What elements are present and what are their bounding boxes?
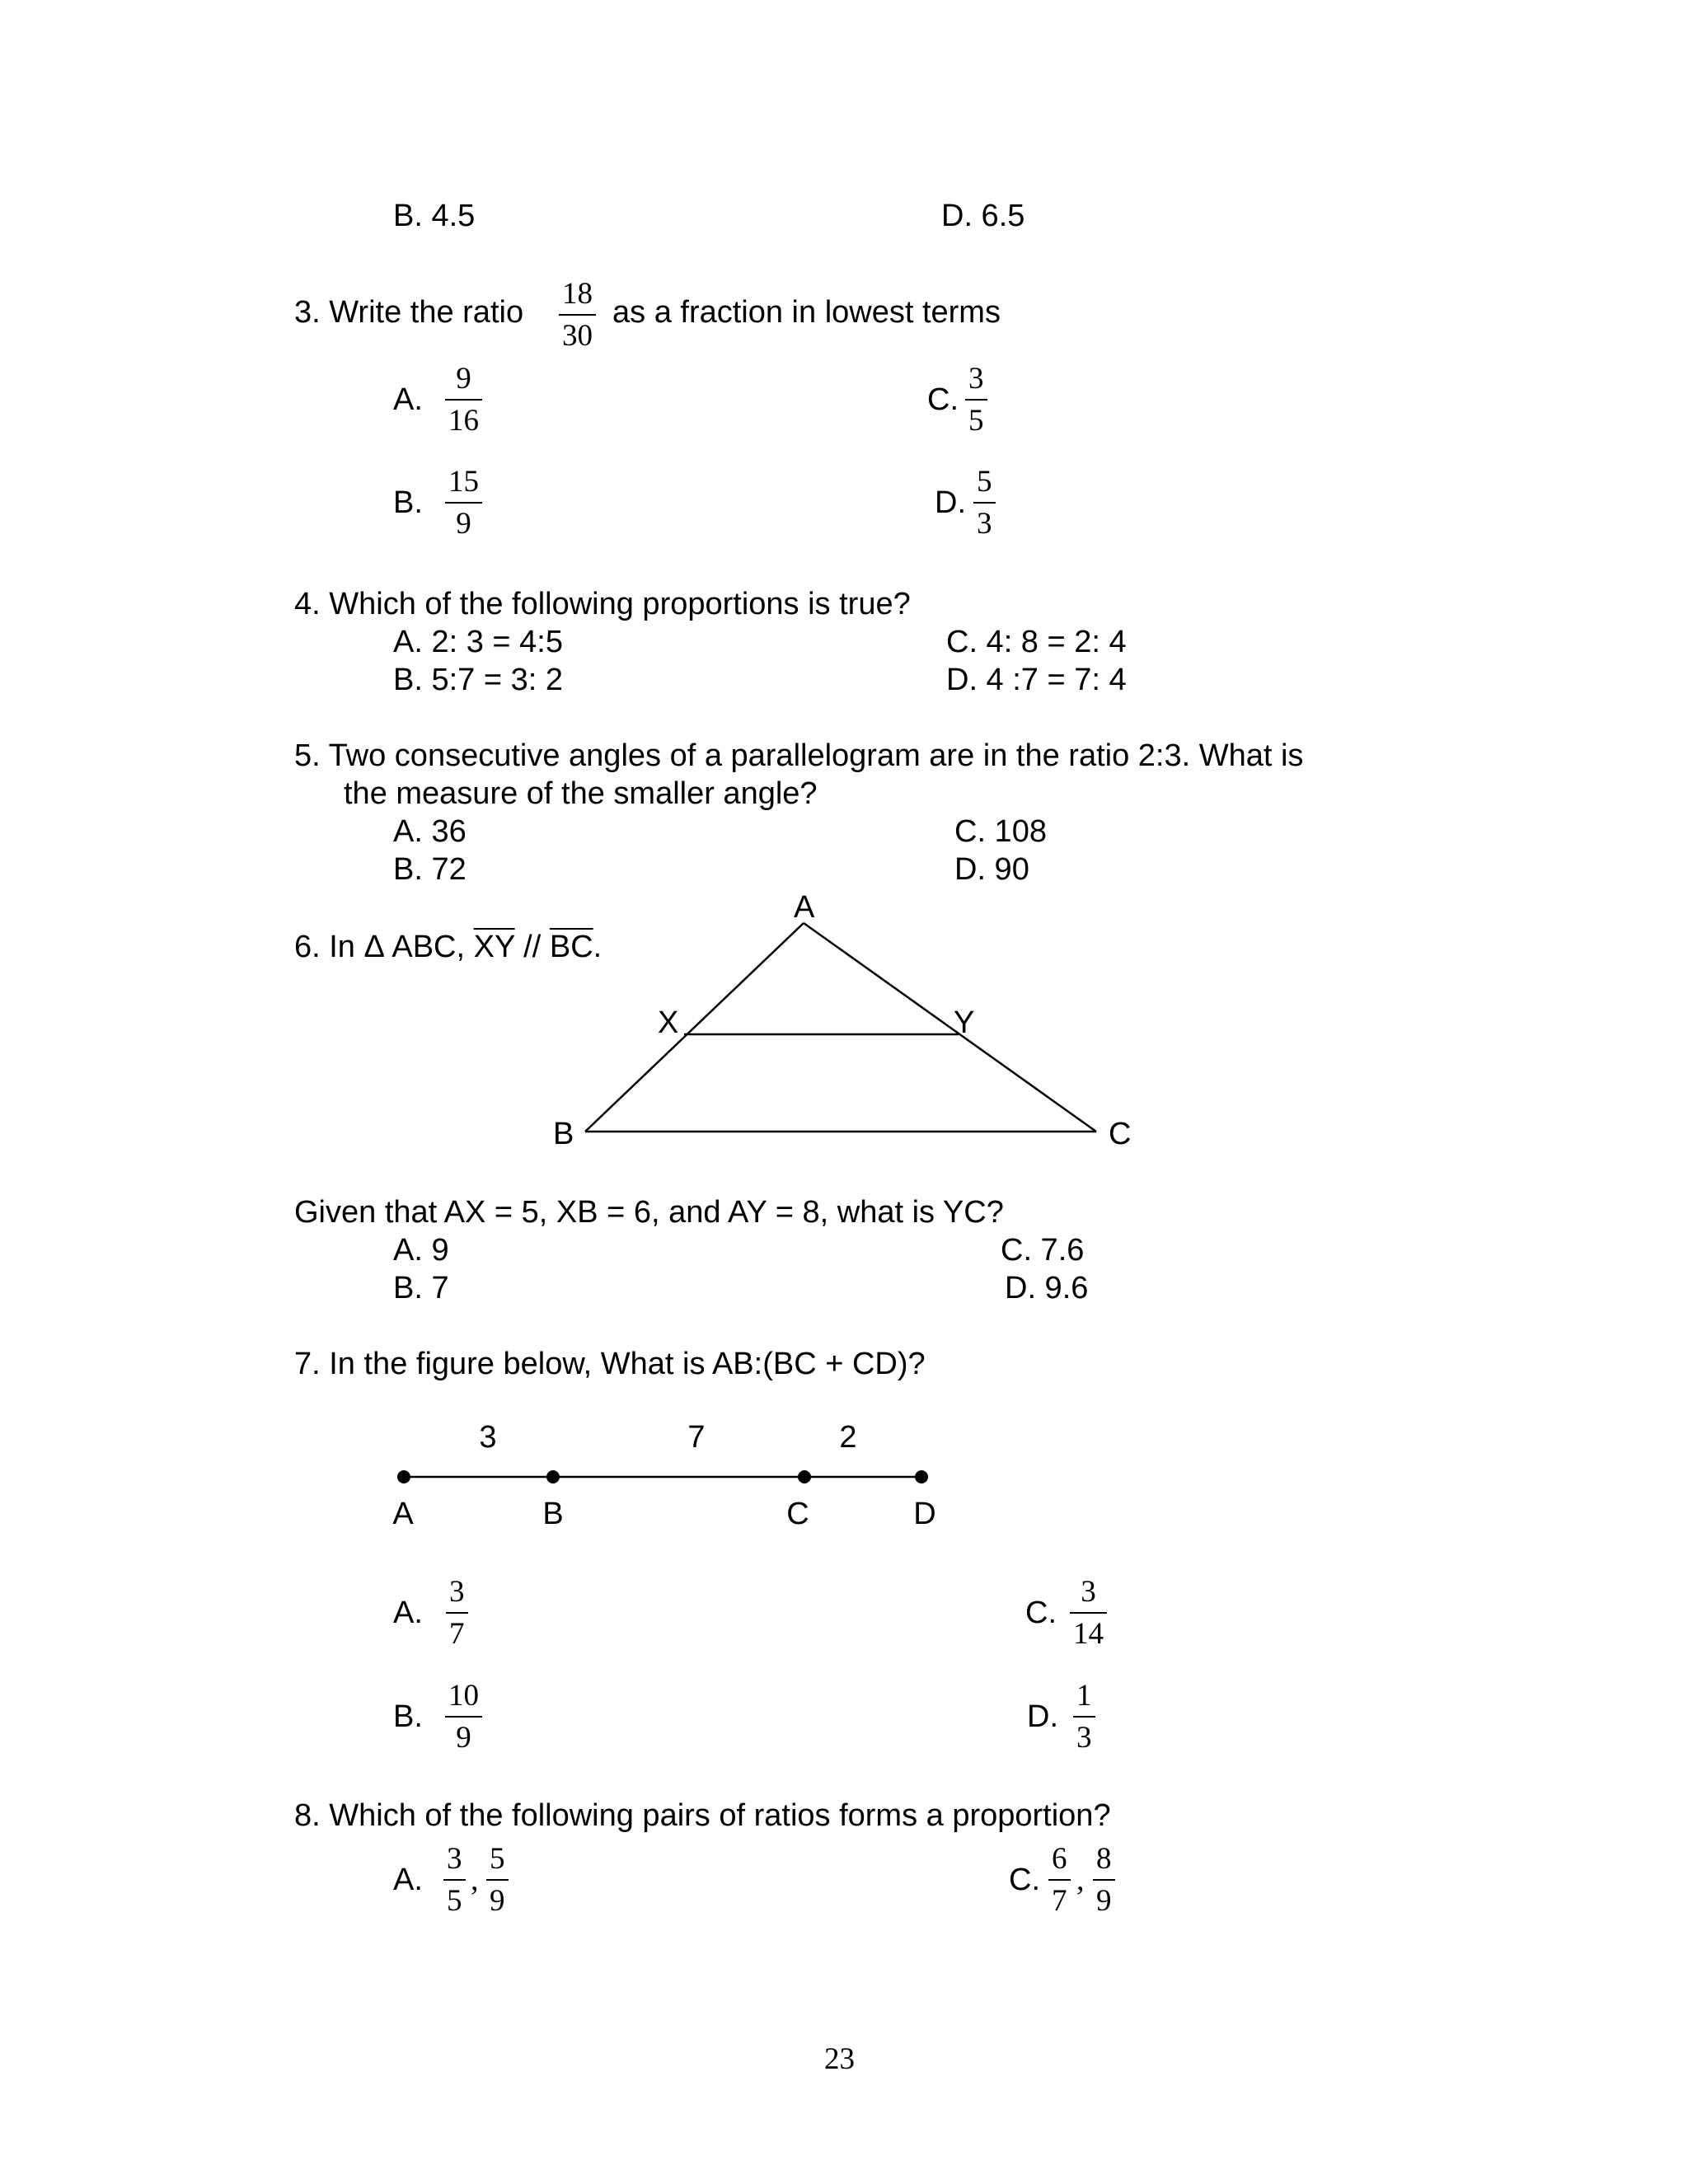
q8-option-c-fraction-2 [1093,1844,1115,1916]
q4-option-a: A. 2: 3 = 4:5 [393,625,563,659]
q2-option-b: B. 4.5 [393,199,476,233]
vertex-b-label: B [553,1117,574,1151]
q6-segment-xy: $\overline{XY}$ [473,930,515,964]
q3-ratio-denominator: 30 [559,314,596,351]
q5-option-c: C. 108 [954,814,1047,849]
length-bc-label: 7 [687,1420,706,1455]
q6-suffix: . [593,930,603,964]
q6-parallel-sign: // [514,930,550,964]
q8-option-c-denominator-1: 7 [1048,1879,1071,1916]
q7-option-d-denominator: 3 [1073,1716,1095,1753]
q3-option-c-label: C. [927,382,959,417]
q3-option-c-denominator: 5 [965,399,987,436]
q7-option-a-fraction [446,1577,468,1649]
q7-option-d-fraction [1073,1680,1095,1753]
q8-option-a-denominator-2: 9 [486,1879,509,1916]
length-ab-label: 3 [479,1420,497,1455]
point-d-label: D [913,1497,936,1531]
length-cd-label: 2 [839,1420,857,1455]
q5-option-a: A. 36 [393,814,467,849]
q3-option-a-numerator: 9 [456,362,471,396]
q8-option-a-denominator-1: 5 [443,1879,466,1916]
q7-option-c-denominator: 14 [1070,1612,1107,1649]
q5-question-line1: 5. Two consecutive angles of a parallelogram are in the ratio 2:3. What is [294,738,1304,773]
q6-option-c: C. 7.6 [1001,1233,1085,1268]
q3-option-d-label: D. [935,485,966,520]
q3-option-a-label: A. [393,382,423,417]
q8-option-c-label: C. [1009,1863,1040,1897]
q3-option-b-denominator: 9 [445,502,482,539]
q7-question: 7. In the figure below, What is AB:(BC + CD)? [294,1347,926,1381]
q5-question-line2: the measure of the smaller angle? [344,776,818,811]
q6-segment-bc: $\overline{BC}$ [549,930,593,964]
q7-option-d-label: D. [1027,1699,1058,1734]
q8-option-a-numerator-2: 5 [490,1842,505,1876]
q3-option-d-numerator: 5 [977,465,992,499]
q8-option-a-comma: , [471,1863,479,1897]
q4-question: 4. Which of the following proportions is true? [294,587,911,621]
q8-option-c-comma: , [1076,1863,1085,1897]
q7-option-b-fraction [445,1680,482,1753]
q3-option-b-label: B. [393,485,423,520]
q8-option-a-label: A. [393,1863,423,1897]
q7-option-a-numerator: 3 [449,1575,465,1609]
point-y-label: Y [954,1005,975,1040]
page-number: 23 [824,2042,855,2076]
q8-option-c-numerator-2: 8 [1096,1842,1112,1876]
q5-option-b: B. 72 [393,852,467,887]
point-a-label: A [392,1497,414,1531]
point-b-dot [546,1470,560,1483]
q4-option-b: B. 5:7 = 3: 2 [393,663,563,697]
point-b-label: B [542,1497,564,1531]
q6-option-a: A. 9 [393,1233,449,1268]
q7-option-c-label: C. [1025,1596,1057,1630]
q3-option-b-numerator: 15 [448,465,479,499]
q3-option-a-denominator: 16 [445,399,482,436]
q6-given: Given that AX = 5, XB = 6, and AY = 8, what is YC? [294,1195,1004,1230]
q3-option-d-denominator: 3 [973,502,996,539]
q8-option-c-denominator-2: 9 [1093,1879,1115,1916]
point-c-dot [798,1470,811,1483]
q4-option-c: C. 4: 8 = 2: 4 [946,625,1127,659]
q7-option-b-label: B. [393,1699,423,1734]
q8-option-a-numerator-1: 3 [447,1842,462,1876]
q3-ratio-numerator: 18 [562,277,593,311]
q3-option-c-numerator: 3 [968,362,984,396]
q6-prefix: 6. In Δ ABC, [294,930,466,964]
point-a-dot [397,1470,410,1483]
q6-option-b: B. 7 [393,1271,449,1305]
q7-option-c-numerator: 3 [1081,1575,1096,1609]
q8-option-a-fraction-2 [486,1844,509,1916]
q8-question: 8. Which of the following pairs of ratios forms a proportion? [294,1798,1111,1833]
point-x-label: X [658,1005,679,1040]
q7-option-c-fraction [1070,1577,1107,1649]
q2-option-d: D. 6.5 [941,199,1025,233]
q5-option-d: D. 90 [954,852,1029,887]
point-d-dot [915,1470,928,1483]
vertex-c-label: C [1109,1117,1132,1151]
vertex-a-label: A [794,890,815,925]
point-c-label: C [786,1497,809,1531]
q7-option-a-label: A. [393,1596,423,1630]
q3-suffix: as a fraction in lowest terms [612,295,1001,330]
q8-option-c-numerator-1: 6 [1052,1842,1067,1876]
q6-option-d: D. 9.6 [1005,1271,1089,1305]
q7-option-a-denominator: 7 [446,1612,468,1649]
q8-option-c-fraction-1 [1048,1844,1071,1916]
q7-option-b-denominator: 9 [445,1716,482,1753]
q3-prefix: 3. Write the ratio [294,295,524,330]
q7-option-d-numerator: 1 [1076,1679,1092,1713]
q8-option-a-fraction-1 [443,1844,466,1916]
q7-option-b-numerator: 10 [448,1679,479,1713]
q4-option-d: D. 4 :7 = 7: 4 [946,663,1127,697]
